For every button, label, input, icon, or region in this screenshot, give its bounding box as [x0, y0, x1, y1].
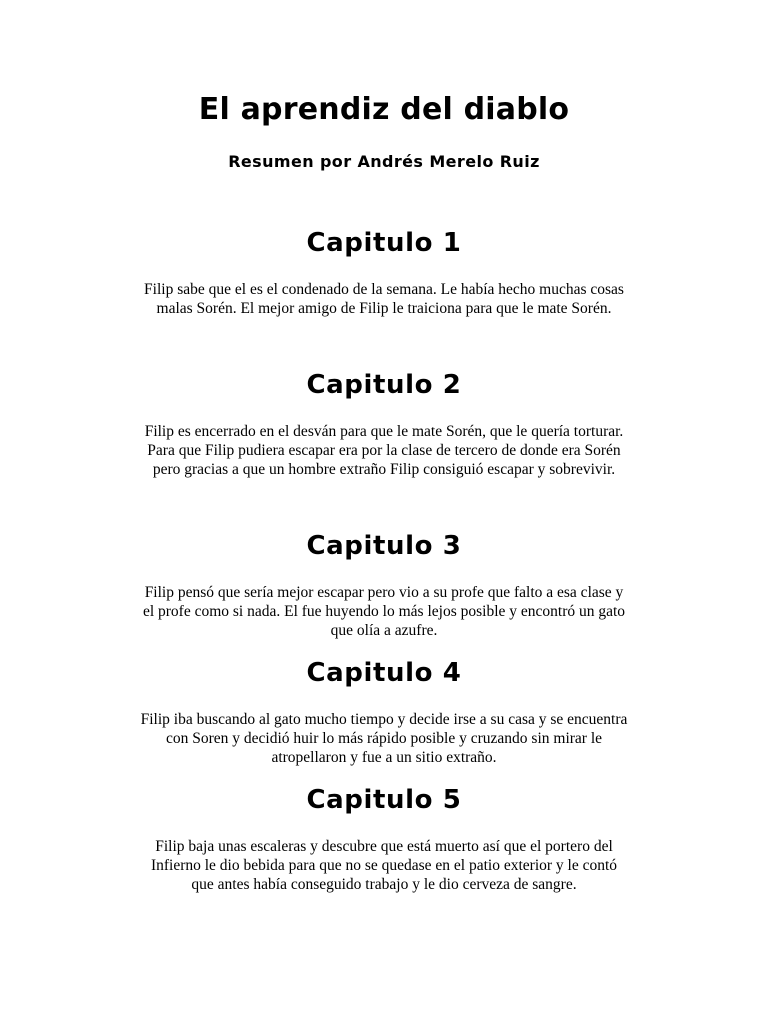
- chapter-5-line-2: Infierno le dio bebida para que no se quedase en el patio exterior y le contó: [150, 857, 618, 874]
- chapter-3-summary: [100, 583, 668, 640]
- chapter-3-heading: Capitulo 3: [306, 531, 462, 561]
- chapter-4-line-1: Filip iba buscando al gato mucho tiempo y decide irse a su casa y se encuentra: [140, 711, 628, 728]
- document-title: El aprendiz del diablo: [198, 92, 570, 127]
- chapter-5-heading: Capitulo 5: [306, 785, 462, 815]
- chapter-4-line-3: atropellaron y fue a un sitio extraño.: [271, 749, 497, 766]
- chapter-5-summary: [100, 837, 668, 894]
- chapter-5-line-3: que antes había conseguido trabajo y le dio cerveza de sangre.: [191, 876, 577, 893]
- chapter-3-line-2: el profe como si nada. El fue huyendo lo más lejos posible y encontró un gato: [142, 603, 626, 620]
- chapter-1-line-2: malas Sorén. El mejor amigo de Filip le traiciona para que le mate Sorén.: [156, 300, 612, 317]
- chapter-2-line-1: Filip es encerrado en el desván para que le mate Sorén, que le quería torturar.: [144, 423, 624, 440]
- chapter-3-line-3: que olía a azufre.: [330, 622, 438, 639]
- chapter-2-heading: Capitulo 2: [306, 370, 462, 400]
- chapter-2-line-3: pero gracias a que un hombre extraño Filip consiguió escapar y sobrevivir.: [152, 461, 616, 478]
- chapter-5-line-1: Filip baja unas escaleras y descubre que está muerto así que el portero del: [155, 838, 613, 855]
- chapter-1-line-1: Filip sabe que el es el condenado de la semana. Le había hecho muchas cosas: [144, 281, 624, 298]
- chapter-1-summary: [100, 280, 668, 318]
- document-subtitle: Resumen por Andrés Merelo Ruiz: [228, 152, 540, 171]
- chapter-3-line-1: Filip pensó que sería mejor escapar pero vio a su profe que falto a esa clase y: [144, 584, 624, 601]
- chapter-1-heading: Capitulo 1: [306, 228, 462, 258]
- chapter-2-summary: [100, 422, 668, 479]
- chapter-4-heading: Capitulo 4: [306, 658, 462, 688]
- chapter-4-line-2: con Soren y decidió huir lo más rápido posible y cruzando sin mirar le: [165, 730, 603, 747]
- chapter-2-line-2: Para que Filip pudiera escapar era por la clase de tercero de donde era Sorén: [147, 442, 621, 459]
- chapter-4-summary: [100, 710, 668, 767]
